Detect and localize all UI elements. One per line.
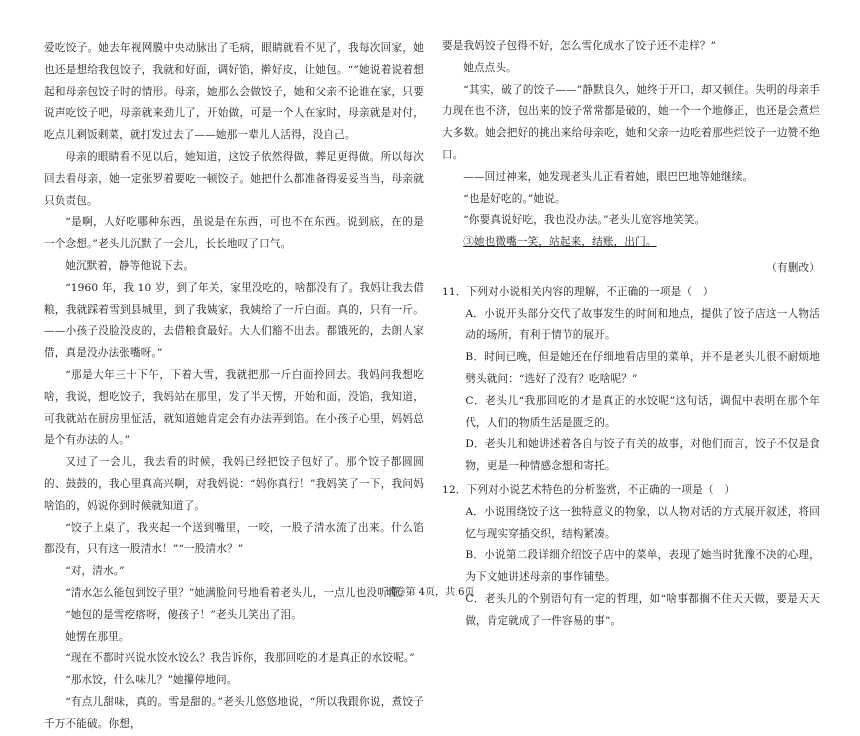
page-footer: 试卷第 4页，共 6页 — [385, 587, 475, 598]
passage-paragraph: “那是大年三十下午，下着大雪，我就把那一斤白面拎回去。我妈问我想吃啥，我说，想吃饺子，我妈站在那里，发了半天愣，开始和面，没馅，我知道，可我就站在厨房里怔活，就知道她肯定会有办法弄到馅。在小孩子心里，妈妈总是个有办法的人。” — [44, 368, 424, 447]
passage-paragraph: “现在不都时兴说水饺水饺么？我告诉你，我那回吃的才是真正的水饺呢。” — [65, 652, 415, 665]
question-11-option-d: D．老头儿和她讲述着各自与饺子有关的故事，对他们而言，饺子不仅是食物，更是一种情感念想和寄托。 — [465, 438, 820, 473]
passage-paragraph: 她沉默着，静等他说下去。 — [65, 259, 195, 272]
passage-paragraph: “她包的是雪疙瘩呀，傻孩子！”老头儿笑出了泪。 — [65, 608, 302, 621]
question-12-option-c: C．老头儿的个别语句有一定的哲理，如“啥事都搁不住天天做，要是天天做，肯定就成了一件容易的事”。 — [465, 592, 820, 627]
passage-paragraph: “对，清水。” — [65, 565, 125, 578]
passage-paragraph: “也是好吃的。”她说。 — [463, 192, 566, 205]
question-12-option-b: B．小说第二段详细介绍饺子店中的菜单，表现了她当时犹豫不决的心理，为下文她讲述母亲的事作铺垫。 — [465, 549, 820, 584]
question-12-option-a: A．小说围绕饺子这一独特意义的物象，以人物对话的方式展开叙述，将回忆与现实穿插交织，结构紧凑。 — [465, 505, 820, 540]
passage-paragraph: ——回过神来，她发现老头儿正看着她，眼巴巴地等她继续。 — [463, 170, 754, 183]
passage-paragraph: “你要真说好吃，我也没办法。”老头儿宽容地笑笑。 — [463, 214, 706, 227]
passage-paragraph: 她点点头。 — [463, 61, 517, 74]
passage-paragraph: “饺子上桌了，我夹起一个送到嘴里，一咬，一股子清水流了出来。什么馅都没有，只有这一股清水！”“一股清水？” — [44, 521, 424, 556]
passage-paragraph: 她愣在那里。 — [65, 630, 130, 643]
passage-paragraph: “清水怎么能包到饺子里？”她满脸问号地看着老头儿，一点儿也没听懂。 — [65, 586, 410, 599]
right-column — [442, 36, 820, 633]
question-11-option-b: B．时间已晚，但是她还在仔细地看店里的菜单，并不是老头儿很不耐烦地劈头就问：“选好了没有？吃啥呢？” — [465, 351, 820, 385]
question-11-stem: 11．下列对小说相关内容的理解，不正确的一项是（ ） — [442, 285, 714, 298]
question-12-stem: 12．下列对小说艺术特色的分析鉴赏，不正确的一项是（ ） — [442, 483, 736, 496]
source-note: （有删改） — [766, 261, 820, 274]
passage-paragraph: “有点儿甜味，真的。雪是甜的。”老头儿悠悠地说，“所以我跟你说，煮饺子千万不能破。你想， — [44, 695, 424, 730]
underlined-sentence — [442, 232, 820, 254]
passage-paragraph: “是啊，人好吃哪种东西，虽说是在东西，可也不在东西。说到底，在的是一个念想。”老头儿沉默了一会儿，长长地叹了口气。 — [44, 216, 424, 251]
question-11-option-a: A．小说开头部分交代了故事发生的时间和地点，提供了饺子店这一人物活动的场所，有利于情节的展开。 — [465, 307, 820, 342]
passage-paragraph: “那水饺，什么味儿？”她攥停地问。 — [65, 674, 238, 687]
passage-paragraph: 母亲的眼睛看不见以后，她知道，这饺子依然得做，葬足更得做。所以每次回去看母亲，她一定张罗着要吃一顿饺子。她把什么都准备得妥妥当当，母亲就只负责包。 — [44, 150, 424, 207]
left-column — [44, 38, 424, 736]
passage-paragraph: “其实，破了的饺子——”静默良久，她终于开口，却又顿住。失明的母亲手力现在也不济，包出来的饺子常常都是破的，她一个一个地修正，也还是会煮烂大多数。她会把好的挑出来给母亲吃，她和父亲一边吃着那些烂饺子一边赞不绝口。 — [442, 83, 820, 161]
passage-paragraph: 又过了一会儿，我去看的时候，我妈已经把饺子包好了。那个饺子都圆圆的、鼓鼓的，我心里真高兴啊，对我妈说：“妈你真行！”我妈笑了一下，我问妈啥馅的，妈说你到时候就知道了。 — [44, 456, 424, 512]
question-11-option-c: C．老头儿“我那回吃的才是真正的水饺呢”这句话，调侃中表明在那个年代，人们的物质生活是匮乏的。 — [465, 394, 820, 429]
underlined-sentence-text: ③她也微嘴一笑，站起来，结账，出门。 — [463, 236, 657, 249]
passage-paragraph: “1960 年，我 10 岁，到了年关，家里没吃的，啥都没有了。我妈让我去借粮，我就踩着雪到县城里，到了我姨家，我姨给了一斤白面。真的，只有一斤。——小孩子没脸没皮的，去借粮食最好。大人们豁不出去。都饿死的，去朗人家借，真是没办法张嘴呀。” — [44, 281, 424, 360]
passage-paragraph: 爱吃饺子。她去年视网膜中央动脉出了毛病，眼睛就看不见了，我每次回家，她也还是想给我包饺子，我就和好面，调好馅，擀好皮，让她包。“”她说着说着想起和母亲包饺子时的情形。母亲，她那么会做饺子，她和父亲不论谁在家，只要说声吃饺子吧，母亲就来劲儿了，开始做，可是一个人在家时，母亲就是对付，吃点儿剩饭剩菜，就打发过去了——她那一辈儿人活得，没自己。 — [44, 42, 424, 142]
passage-paragraph: 要是我妈饺子包得不好，怎么雪化成水了饺子还不走样？” — [442, 40, 717, 52]
